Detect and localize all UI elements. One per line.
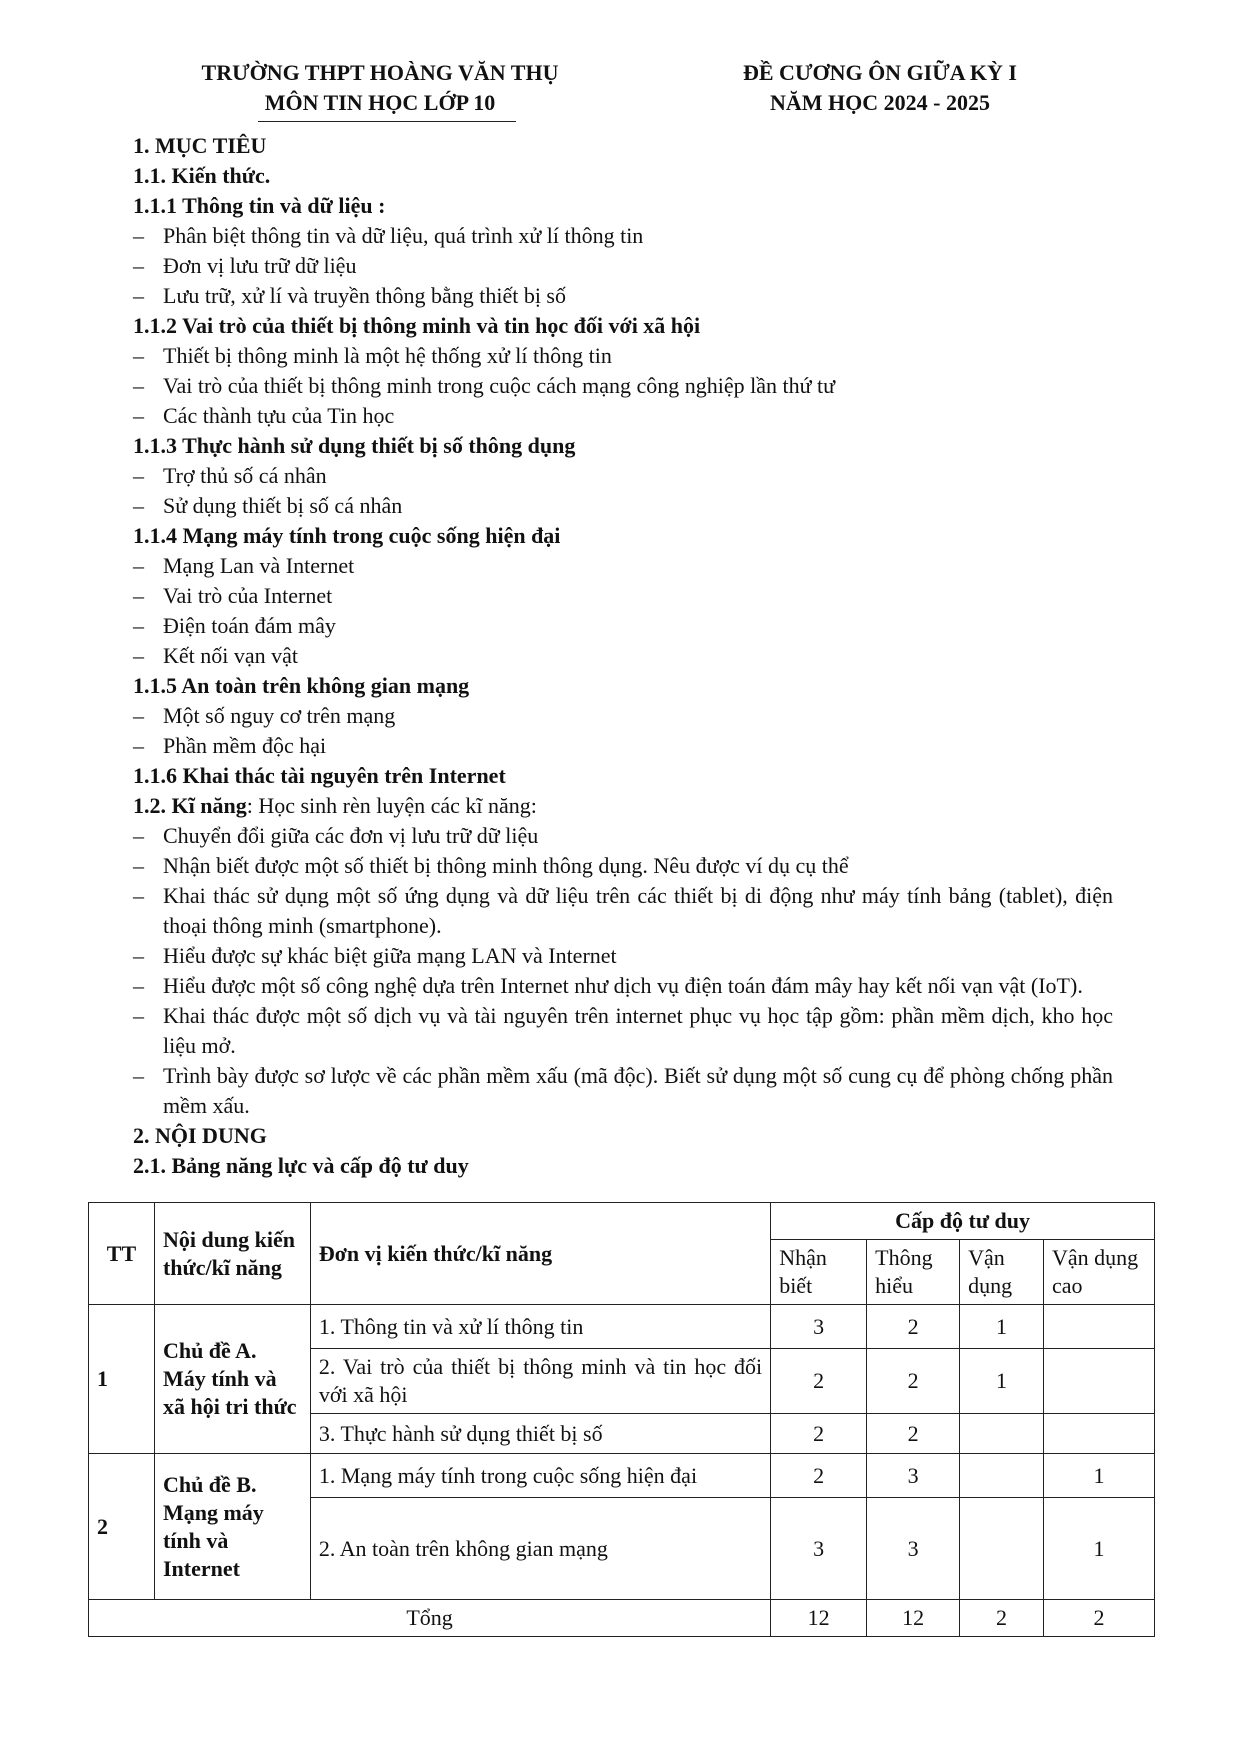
level-cell-l2: 2	[867, 1305, 960, 1349]
list-item-text: Đơn vị lưu trữ dữ liệu	[163, 253, 357, 278]
unit-cell: 1. Mạng máy tính trong cuộc sống hiện đại	[310, 1454, 770, 1498]
col-header-l2: Thông hiểu	[867, 1240, 960, 1305]
list-item	[133, 371, 1113, 401]
col-header-l4: Vận dụng cao	[1044, 1240, 1155, 1305]
level-cell-l1: 2	[771, 1454, 867, 1498]
list-item	[133, 1001, 1113, 1061]
table-total-row	[89, 1600, 1155, 1637]
list-item-text: Các thành tựu của Tin học	[163, 403, 395, 428]
bullet-list-1-1-2	[133, 341, 1113, 431]
bullet-dash: –	[133, 883, 144, 908]
list-item	[133, 461, 1113, 491]
col-header-levels: Cấp độ tư duy	[771, 1203, 1155, 1240]
table-header-row	[89, 1203, 1155, 1240]
bullet-dash: –	[133, 943, 144, 968]
list-item-text: Vai trò của thiết bị thông minh trong cuộc cách mạng công nghiệp lần thứ tư	[163, 373, 836, 398]
section-1-1-5-title: 1.1.5 An toàn trên không gian mạng	[133, 673, 470, 698]
level-cell-l4: 1	[1044, 1498, 1155, 1600]
bullet-dash: –	[133, 1003, 144, 1028]
bullet-dash: –	[133, 703, 144, 728]
header-left	[150, 58, 610, 118]
level-cell-l1: 3	[771, 1498, 867, 1600]
level-cell-l2: 2	[867, 1414, 960, 1454]
level-cell-l3: 1	[960, 1349, 1044, 1414]
total-l1: 12	[771, 1600, 867, 1637]
level-cell-l4: 1	[1044, 1454, 1155, 1498]
table-row	[89, 1454, 1155, 1498]
col-header-tt: TT	[89, 1203, 155, 1305]
list-item-text: Khai thác sử dụng một số ứng dụng và dữ liệu trên các thiết bị di động như máy tính bảng (tablet), điện thoại thông minh (smartphone).	[163, 883, 1113, 938]
header-right	[700, 58, 1060, 118]
list-item	[133, 491, 1113, 521]
level-cell-l1: 3	[771, 1305, 867, 1349]
section-1-1-1-title: 1.1.1 Thông tin và dữ liệu :	[133, 193, 386, 218]
section-1-1-3-title: 1.1.3 Thực hành sử dụng thiết bị số thông dụng	[133, 433, 576, 458]
level-cell-l1: 2	[771, 1414, 867, 1454]
bullet-dash: –	[133, 583, 144, 608]
section-1-1-6-title: 1.1.6 Khai thác tài nguyên trên Internet	[133, 763, 506, 788]
list-item-text: Một số nguy cơ trên mạng	[163, 703, 396, 728]
bullet-dash: –	[133, 403, 144, 428]
list-item-text: Nhận biết được một số thiết bị thông minh thông dụng. Nêu được ví dụ cụ thể	[163, 853, 849, 878]
col-header-l1: Nhận biết	[771, 1240, 867, 1305]
level-cell-l4	[1044, 1305, 1155, 1349]
section-1-1-4-title: 1.1.4 Mạng máy tính trong cuộc sống hiện đại	[133, 523, 561, 548]
bullet-dash: –	[133, 553, 144, 578]
list-item-text: Vai trò của Internet	[163, 583, 333, 608]
list-item	[133, 1061, 1113, 1121]
document-body	[133, 131, 1113, 1181]
list-item	[133, 641, 1113, 671]
section-2-title: 2. NỘI DUNG	[133, 1123, 267, 1148]
list-item	[133, 851, 1113, 881]
list-item-text: Điện toán đám mây	[163, 613, 336, 638]
level-cell-l4	[1044, 1349, 1155, 1414]
group-topic: Chủ đề B. Mạng máy tính và Internet	[154, 1454, 310, 1600]
school-name: TRƯỜNG THPT HOÀNG VĂN THỤ	[201, 60, 559, 85]
list-item	[133, 731, 1113, 761]
bullet-list-1-1-4	[133, 551, 1113, 671]
list-item-text: Phân biệt thông tin và dữ liệu, quá trình xử lí thông tin	[163, 223, 644, 248]
section-1-1-2-title: 1.1.2 Vai trò của thiết bị thông minh và tin học đối với xã hội	[133, 313, 701, 338]
list-item-text: Trợ thủ số cá nhân	[163, 463, 327, 488]
header-underline	[258, 121, 516, 122]
level-cell-l3	[960, 1498, 1044, 1600]
list-item-text: Kết nối vạn vật	[163, 643, 299, 668]
col-header-unit: Đơn vị kiến thức/kĩ năng	[310, 1203, 770, 1305]
col-header-l3: Vận dụng	[960, 1240, 1044, 1305]
bullet-dash: –	[133, 1063, 144, 1088]
col-header-content: Nội dung kiến thức/kĩ năng	[154, 1203, 310, 1305]
bullet-dash: –	[133, 463, 144, 488]
list-item	[133, 281, 1113, 311]
level-cell-l4	[1044, 1414, 1155, 1454]
list-item-text: Khai thác được một số dịch vụ và tài nguyên trên internet phục vụ học tập gồm: phần mềm dịch, kho học liệu mở.	[163, 1003, 1113, 1058]
level-cell-l2: 3	[867, 1454, 960, 1498]
unit-cell: 1. Thông tin và xử lí thông tin	[310, 1305, 770, 1349]
list-item	[133, 251, 1113, 281]
list-item	[133, 701, 1113, 731]
list-item-text: Sử dụng thiết bị số cá nhân	[163, 493, 403, 518]
list-item-text: Lưu trữ, xử lí và truyền thông bằng thiết bị số	[163, 283, 566, 308]
section-2-1-title: 2.1. Bảng năng lực và cấp độ tư duy	[133, 1153, 469, 1178]
table-row	[89, 1305, 1155, 1349]
total-l4: 2	[1044, 1600, 1155, 1637]
level-cell-l3	[960, 1414, 1044, 1454]
unit-cell: 2. Vai trò của thiết bị thông minh và tin học đối với xã hội	[310, 1349, 770, 1414]
level-cell-l2: 3	[867, 1498, 960, 1600]
bullet-dash: –	[133, 973, 144, 998]
list-item-text: Chuyển đổi giữa các đơn vị lưu trữ dữ liệu	[163, 823, 539, 848]
section-1-2-title	[133, 791, 1113, 821]
bullet-dash: –	[133, 613, 144, 638]
bullet-dash: –	[133, 223, 144, 248]
group-number: 2	[89, 1454, 155, 1600]
bullet-list-1-2	[133, 821, 1113, 1121]
bullet-dash: –	[133, 343, 144, 368]
list-item-text: Trình bày được sơ lược về các phần mềm xấu (mã độc). Biết sử dụng một số cung cụ để phòng chống phần mềm xấu.	[163, 1063, 1113, 1118]
list-item	[133, 341, 1113, 371]
list-item	[133, 401, 1113, 431]
bullet-dash: –	[133, 283, 144, 308]
group-number: 1	[89, 1305, 155, 1454]
skills-intro: : Học sinh rèn luyện các kĩ năng:	[246, 793, 537, 818]
level-cell-l3: 1	[960, 1305, 1044, 1349]
list-item-text: Hiểu được sự khác biệt giữa mạng LAN và Internet	[163, 943, 617, 968]
group-topic: Chủ đề A. Máy tính và xã hội tri thức	[154, 1305, 310, 1454]
bullet-dash: –	[133, 373, 144, 398]
subject-name: MÔN TIN HỌC LỚP 10	[264, 90, 496, 115]
total-l2: 12	[867, 1600, 960, 1637]
list-item-text: Thiết bị thông minh là một hệ thống xử lí thông tin	[163, 343, 612, 368]
bullet-dash: –	[133, 733, 144, 758]
list-item	[133, 611, 1113, 641]
list-item	[133, 581, 1113, 611]
bullet-list-1-1-5	[133, 701, 1113, 761]
unit-cell: 2. An toàn trên không gian mạng	[310, 1498, 770, 1600]
bullet-dash: –	[133, 823, 144, 848]
school-year: NĂM HỌC 2024 - 2025	[770, 90, 990, 115]
section-1-title: 1. MỤC TIÊU	[133, 133, 267, 158]
level-cell-l2: 2	[867, 1349, 960, 1414]
list-item-text: Hiểu được một số công nghệ dựa trên Internet như dịch vụ điện toán đám mây hay kết nối vạn vật (IoT).	[163, 973, 1083, 998]
bullet-dash: –	[133, 493, 144, 518]
bullet-list-1-1-3	[133, 461, 1113, 521]
document-title: ĐỀ CƯƠNG ÔN GIỮA KỲ I	[743, 60, 1017, 85]
bullet-dash: –	[133, 643, 144, 668]
level-cell-l3	[960, 1454, 1044, 1498]
bullet-list-1-1-1	[133, 221, 1113, 311]
level-cell-l1: 2	[771, 1349, 867, 1414]
list-item	[133, 551, 1113, 581]
bullet-dash: –	[133, 853, 144, 878]
list-item	[133, 941, 1113, 971]
list-item	[133, 221, 1113, 251]
total-label: Tổng	[89, 1600, 771, 1637]
list-item	[133, 821, 1113, 851]
unit-cell: 3. Thực hành sử dụng thiết bị số	[310, 1414, 770, 1454]
total-l3: 2	[960, 1600, 1044, 1637]
list-item	[133, 881, 1113, 941]
table-body	[89, 1305, 1155, 1600]
skills-label: 1.2. Kĩ năng	[133, 793, 247, 818]
list-item-text: Phần mềm độc hại	[163, 733, 327, 758]
list-item	[133, 971, 1113, 1001]
section-1-1-title: 1.1. Kiến thức.	[133, 163, 271, 188]
competency-table	[88, 1202, 1155, 1637]
list-item-text: Mạng Lan và Internet	[163, 553, 355, 578]
bullet-dash: –	[133, 253, 144, 278]
